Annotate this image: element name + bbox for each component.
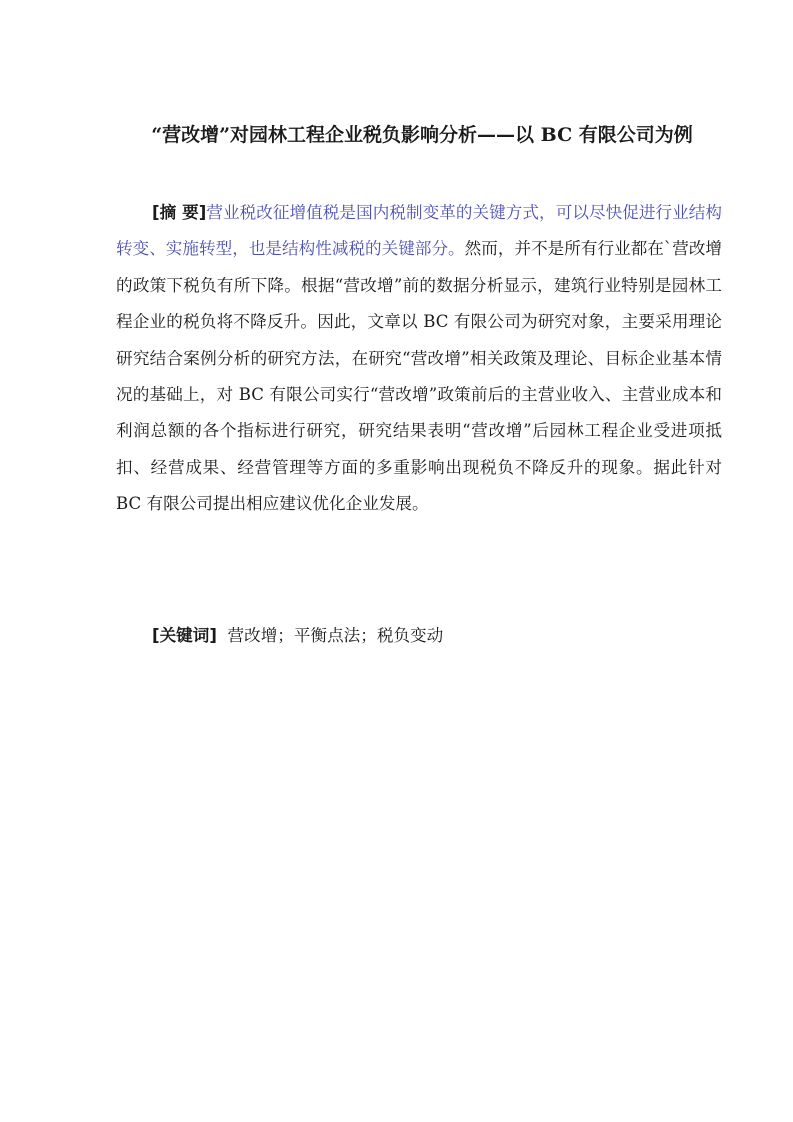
keywords-line (152, 618, 722, 654)
abstract-paragraph (116, 195, 722, 523)
abstract-label: [摘 要] (152, 203, 207, 222)
abstract-highlighted-text: 营业税改征增值税是国内税制变革的关键方式，可以尽快促进行业结构转变、实施转型，也是结构性减税的关键部分。 (116, 203, 723, 259)
abstract-body-text: 然而，并不是所有行业都在`营改增的政策下税负有所下降。根据“营改增”前的数据分析显示，建筑行业特别是园林工程企业的税负将不降反升。因此，文章以 BC 有限公司为研究对象，主要采用理论研究结合案例分析的研究方法，在研究“营改增”相关政策及理论、目标企业基本情况的基础上，对 BC 有限公司实行“营改增”政策前后的主营业收入、主营业成本和利润总额的各个指标进行研究，研究结果表明“营改增”后园林工程企业受进项抵扣、经营成果、经营管理等方面的多重影响出现税负不降反升的现象。据此针对 BC 有限公司提出相应建议优化企业发展。 (116, 239, 723, 514)
keywords-label: [关键词] (152, 626, 217, 645)
document-title: “营改增”对园林工程企业税负影响分析——以 BC 有限公司为例 (151, 124, 693, 146)
keywords-text: 营改增；平衡点法；税负变动 (227, 626, 444, 645)
